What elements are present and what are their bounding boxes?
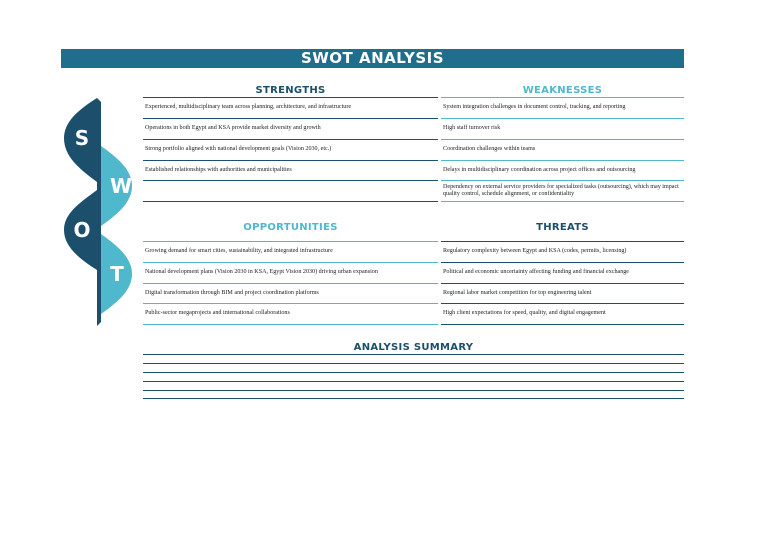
row-divider	[441, 324, 684, 325]
strengths-item: Experienced, multidisciplinary team across planning, architecture, and infrastructure	[145, 104, 352, 111]
logo-letter-t: T	[110, 262, 124, 286]
logo-spine	[97, 98, 101, 326]
weaknesses-item: Delays in multidisciplinary coordination across project offices and outsourcing	[443, 166, 636, 173]
threats-item: Political and economic uncertainty affecting funding and financial exchange	[443, 269, 630, 276]
weaknesses-item: Coordination challenges within teams	[443, 146, 536, 153]
summary-line	[143, 354, 684, 355]
opportunities-item: Public-sector megaprojects and international collaborations	[145, 310, 290, 317]
opportunities-item: Growing demand for smart cities, sustainability, and integrated infrastructure	[145, 248, 333, 255]
opportunities-item: Digital transformation through BIM and project coordination platforms	[145, 289, 319, 296]
row-divider	[143, 324, 438, 325]
weaknesses-item: High staff turnover risk	[443, 125, 501, 132]
threats-item: Regional labor market competition for top engineering talent	[443, 289, 592, 296]
strengths-heading: STRENGTHS	[255, 85, 326, 96]
weaknesses-item: System integration challenges in document control, tracking, and reporting	[443, 104, 626, 111]
logo-letter-s: S	[74, 126, 90, 150]
threats-item: High client expectations for speed, quality, and digital engagement	[443, 310, 606, 317]
summary-line	[143, 381, 684, 382]
strengths-item	[143, 181, 438, 201]
summary-heading: ANALYSIS SUMMARY	[353, 342, 474, 353]
summary-line	[143, 372, 684, 373]
swot-logo	[60, 96, 140, 328]
logo-letter-o: O	[73, 218, 91, 242]
threats-heading: THREATS	[536, 222, 589, 233]
row-divider	[143, 201, 438, 202]
logo-letter-w: W	[109, 174, 133, 198]
weaknesses-heading: WEAKNESSES	[522, 85, 603, 96]
strengths-item: Established relationships with authorities and municipalities	[145, 166, 292, 173]
summary-line	[143, 363, 684, 364]
summary-line	[143, 390, 684, 391]
threats-item: Regulatory complexity between Egypt and KSA (codes, permits, licensing)	[443, 248, 627, 255]
strengths-item: Operations in both Egypt and KSA provide market diversity and growth	[145, 125, 321, 132]
row-divider	[441, 201, 684, 202]
opportunities-heading: OPPORTUNITIES	[243, 222, 338, 233]
weaknesses-item: Dependency on external service providers for specialized tasks (outsourcing), which may impact quality control, schedule alignment, or confidentiality	[443, 183, 679, 197]
opportunities-item: National development plans (Vision 2030 in KSA, Egypt Vision 2030) driving urban expansion	[145, 269, 378, 276]
summary-line	[143, 398, 684, 399]
strengths-item: Strong portfolio aligned with national development goals (Vision 2030, etc.)	[145, 146, 332, 153]
page-title: SWOT ANALYSIS	[61, 49, 684, 68]
